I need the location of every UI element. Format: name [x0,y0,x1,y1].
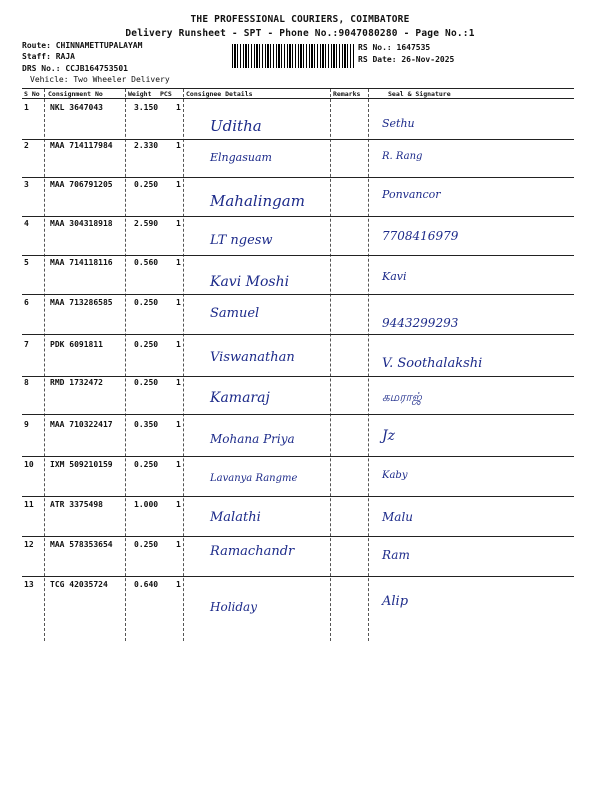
row-consignment-no: ATR 3375498 [50,500,103,509]
row-sno: 5 [24,258,29,267]
col-consignee: Consignee Details [186,90,253,98]
col-pcs: PCS [160,90,172,98]
row-consignee-handwriting: Samuel [210,306,260,321]
row-pcs: 1 [176,180,181,189]
row-sno: 6 [24,298,29,307]
row-divider [22,376,574,377]
row-sno: 7 [24,340,29,349]
column-divider [125,89,126,641]
row-sno: 2 [24,141,29,150]
row-consignment-no: MAA 713286585 [50,298,113,307]
staff-label: Staff: RAJA [22,52,75,61]
row-signature: 7708416979 [382,229,459,243]
rs-date: RS Date: 26-Nov-2025 [358,55,455,64]
row-weight: 2.590 [134,219,159,228]
row-pcs: 1 [176,378,181,387]
row-weight: 1.000 [134,500,159,509]
row-weight: 0.350 [134,420,159,429]
row-signature: Ram [382,548,410,562]
row-pcs: 1 [176,500,181,509]
row-divider [22,496,574,497]
row-consignee-handwriting: Lavanya Rangme [210,473,298,484]
row-signature: 9443299293 [382,316,459,330]
row-pcs: 1 [176,141,181,150]
row-pcs: 1 [176,580,181,589]
col-sno: S No [24,90,40,98]
row-signature: Malu [382,510,414,524]
row-weight: 0.250 [134,378,159,387]
row-weight: 0.250 [134,180,159,189]
row-divider [22,334,574,335]
row-sno: 3 [24,180,29,189]
row-consignee-handwriting: Kavi Moshi [210,274,290,290]
table-header-rule [22,98,574,99]
row-consignment-no: MAA 578353654 [50,540,113,549]
row-divider [22,255,574,256]
row-weight: 0.250 [134,540,159,549]
rs-number: RS No.: 1647535 [358,43,431,52]
row-weight: 0.640 [134,580,159,589]
row-signature: Kavi [382,270,407,283]
runsheet-title: Delivery Runsheet - SPT - Phone No.:9047080280 - Page No.:1 [125,28,475,39]
column-divider [183,89,184,641]
row-sno: 1 [24,103,29,112]
drs-number: DRS No.: CCJB164753501 [22,64,128,73]
row-consignee-handwriting: Mahalingam [210,192,305,210]
row-divider [22,414,574,415]
row-consignee-handwriting: LT ngesw [210,233,273,248]
row-weight: 0.250 [134,340,159,349]
table-top-rule [22,88,574,89]
row-signature: கமராஜ் [382,390,422,404]
row-weight: 3.150 [134,103,159,112]
column-divider [44,89,45,641]
row-signature: Alip [382,594,409,609]
row-consignment-no: MAA 706791205 [50,180,113,189]
row-pcs: 1 [176,103,181,112]
column-divider [368,89,369,641]
row-consignment-no: PDK 6091811 [50,340,103,349]
row-consignment-no: NKL 3647043 [50,103,103,112]
row-consignee-handwriting: Malathi [210,510,261,525]
row-pcs: 1 [176,298,181,307]
row-pcs: 1 [176,420,181,429]
row-consignee-handwriting: Viswanathan [210,350,295,365]
row-consignee-handwriting: Ramachandr [210,544,295,559]
row-pcs: 1 [176,460,181,469]
row-consignment-no: IXM 509210159 [50,460,113,469]
barcode-image [232,44,354,68]
row-signature: Sethu [382,117,415,130]
row-divider [22,177,574,178]
row-consignee-handwriting: Uditha [210,117,262,135]
row-signature: R. Rang [382,151,423,162]
row-consignment-no: MAA 714117984 [50,141,113,150]
column-divider [330,89,331,641]
row-consignment-no: RMD 1732472 [50,378,103,387]
row-divider [22,576,574,577]
row-consignment-no: TCG 42035724 [50,580,108,589]
row-sno: 9 [24,420,29,429]
row-weight: 2.330 [134,141,159,150]
row-divider [22,139,574,140]
row-divider [22,536,574,537]
row-consignee-handwriting: Mohana Priya [210,432,295,446]
vehicle-label: Vehicle: Two Wheeler Delivery [30,75,170,84]
row-consignee-handwriting: Elngasuam [210,151,272,164]
row-pcs: 1 [176,340,181,349]
row-sno: 8 [24,378,29,387]
row-weight: 0.250 [134,460,159,469]
row-consignee-handwriting: Holiday [210,600,257,614]
company-title: THE PROFESSIONAL COURIERS, COIMBATORE [190,14,410,25]
col-seal: Seal & Signature [388,90,451,98]
row-pcs: 1 [176,258,181,267]
row-signature: Kaby [382,470,408,481]
col-weight: Weight [128,90,152,98]
row-sno: 12 [24,540,34,549]
row-consignment-no: MAA 714118116 [50,258,113,267]
route-label: Route: CHINNAMETTUPALAYAM [22,41,143,50]
row-consignment-no: MAA 710322417 [50,420,113,429]
row-pcs: 1 [176,219,181,228]
row-weight: 0.560 [134,258,159,267]
row-consignee-handwriting: Kamaraj [210,390,270,406]
row-divider [22,294,574,295]
row-weight: 0.250 [134,298,159,307]
row-sno: 13 [24,580,34,589]
row-pcs: 1 [176,540,181,549]
row-sno: 4 [24,219,29,228]
row-signature: Ponvancor [382,188,441,201]
row-sno: 10 [24,460,34,469]
col-remarks: Remarks [333,90,361,98]
row-signature: V. Soothalakshi [382,356,483,371]
row-signature: Jz [382,428,395,444]
row-divider [22,216,574,217]
row-divider [22,456,574,457]
row-sno: 11 [24,500,34,509]
col-consignment: Consignment No [48,90,103,98]
row-consignment-no: MAA 304318918 [50,219,113,228]
